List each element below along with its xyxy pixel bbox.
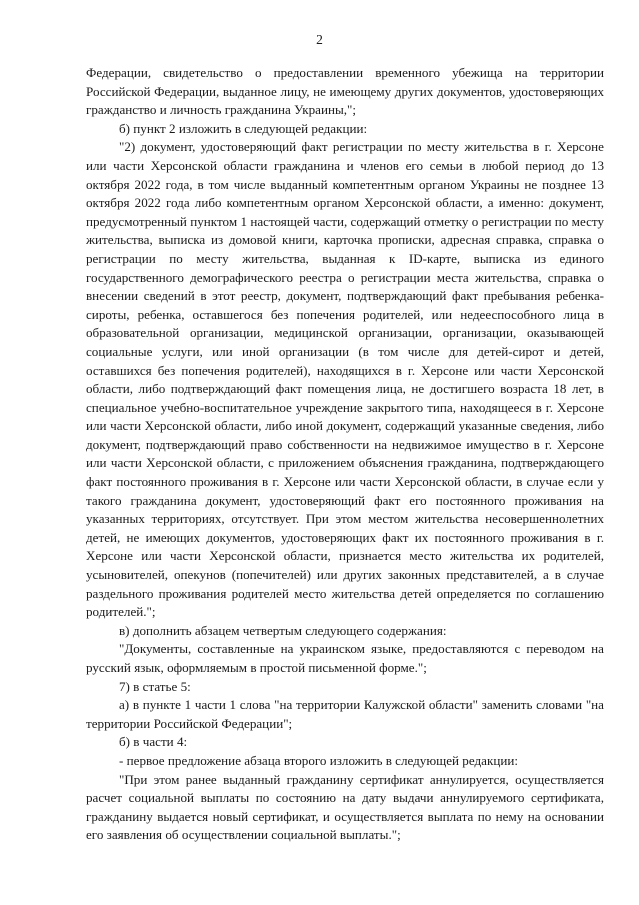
paragraph-first-sentence: - первое предложение абзаца второго изложить в следующей редакции: [119, 752, 518, 768]
paragraph-item-a: а) в пункте 1 части 1 слова "на территории Калужской области" заменить словами "на территории Российской Федерации"; [86, 697, 604, 731]
document-body [86, 64, 604, 845]
paragraph-continuation: Федерации, свидетельство о предоставлении временного убежища на территории Российской Федерации, выданное лицу, не имеющему других документов, удостоверяющих гражданство и личность гражданина Украины,"; [86, 65, 604, 118]
paragraph-clause-2: "2) документ, удостоверяющий факт регистрации по месту жительства в г. Херсоне или части Херсонской области гражданина и членов его семьи в любой период до 13 октября 2022 года, в том числе выданный компетентным органом Украины не позднее 13 октября 2022 года либо компетентным органом Херсонской области, а именно: документ, предусмотренный пунктом 1 настоящей части, содержащий отметку о регистрации по месту жительства, выписка из домовой книги, карточка прописки, адресная справка, справка о регистрации по месту жительства, выданная к ID-карте, выписка из единого государственного демографического реестра о регистрации места жительства, справка о внесении сведений в этот реестр, документ, подтверждающий факт пребывания ребенка-сироты, ребенка, оставшегося без попечения родителей, или недееспособного лица в образовательной организации, медицинской организации, организации, оказывающей социальные услуги, или иной организации (в том числе для детей-сирот и детей, оставшихся без попечения родителей), находящихся в г. Херсоне или части Херсонской области, либо подтверждающий факт помещения лица, не достигшего возраста 18 лет, в специальное учебно-воспитательное учреждение закрытого типа, находящееся в г. Херсоне или части Херсонской области, либо иной документ, содержащий указанные сведения, либо документ, подтверждающий право собственности на недвижимое имущество в г. Херсоне или части Херсонской области, с приложением объяснения гражданина, подтверждающего факт постоянного проживания в г. Херсоне или части Херсонской области, в случае если у такого гражданина документ, удостоверяющий факт его постоянного проживания на указанных территориях, отсутствует. При этом местом жительства несовершеннолетних детей, не имеющих документов, удостоверяющих факт их постоянного проживания в г. Херсоне или части Херсонской области, признается место жительства их родителей, усыновителей, опекунов (попечителей) или других законных представителей, а в случае раздельного проживания родителей место жительства детей определяется по соглашению родителей."; [86, 139, 604, 620]
page-number: 2 [316, 32, 323, 47]
paragraph-item-v: в) дополнить абзацем четвертым следующего содержания: [119, 622, 447, 638]
paragraph-part-4: б) в части 4: [119, 734, 188, 750]
paragraph-article-5: 7) в статье 5: [119, 678, 191, 694]
paragraph-item-b: б) пункт 2 изложить в следующей редакции: [119, 120, 368, 136]
paragraph-quote-certificate: "При этом ранее выданный гражданину сертификат аннулируется, осуществляется расчет социальной выплаты по состоянию на дату выдачи аннулируемого сертификата, гражданину выдается новый сертификат, и осуществляется выплата по нему на основании его заявления об осуществлении социальной выплаты."; [86, 771, 604, 843]
paragraph-quote-documents: "Документы, составленные на украинском языке, предоставляются с переводом на русский язык, оформляемым в простой письменной форме."; [86, 641, 604, 675]
